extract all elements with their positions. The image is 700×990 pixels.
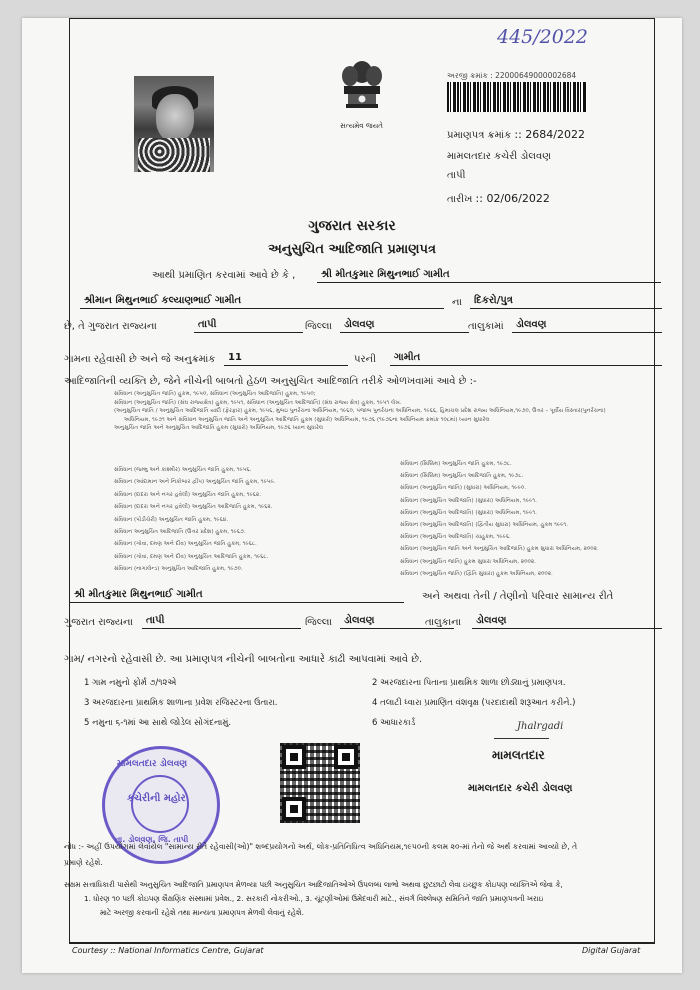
application-number: અરજી ક્રમાંક : 22000649000002684 [447,71,577,80]
emblem-motto: સત્યમેવ જયતે [340,122,383,130]
footer-brand: Digital Gujarat [582,946,641,955]
residence-district-value: ડોલવણ [340,614,454,629]
order-item: સંવિધાન (આંદામાન અને નિકોબાર દ્વીપ) અનુસુચિત જાતિ હુકમ, ૧૯૫૯. [114,479,276,486]
order-item: સંવિધાન (દાદરા અને નગર હવેલી) અનુસુચિત આદિજાતિ હુકમ, ૧૯૬૨. [114,504,273,511]
residence-taluka-value: ડોલવણ [472,614,662,629]
signature-stroke [494,738,549,739]
residence-state-value: તાપી [142,614,301,629]
order-item: સંવિધાન અનુસુચિત આદિજાતિ (ઉત્તર પ્રદેશ) હુકમ, ૧૯૬૭. [114,529,246,536]
office-seal-stamp: મામલતદાર ડોલવણ કચેરીની મહોર તા. ડોલવણ, જિ. તાપી [102,746,220,864]
applicant-photo [134,76,214,172]
relation-value: દિકરો/પુત્ર [470,294,662,309]
order-item: સંવિધાન (દાદરા અને નગર હવેલી) અનુસુચિત જાતિ હુકમ, ૧૯૬૨. [114,491,261,498]
orders-right-column [400,458,599,580]
intro-text: આથી પ્રમાણિત કરવામાં આવે છે કે , [152,270,296,281]
acts-list [114,390,606,433]
order-item: સંવિધાન (સિક્કિમ) અનુસુચિત જાતિ હુકમ, ૧૯૭૮. [400,461,512,467]
document-item: 6 આધારકાર્ડ [372,718,416,728]
order-item: સંવિધાન (અનુસુચિત જાતિ) (સુધારા) અધિનિયમ, ૧૯૯૦. [400,485,527,492]
parent-name: શ્રીમાન મિથુનભાઈ કલ્યાણભાઈ ગામીત [80,294,444,309]
state-emblem-icon [332,58,392,126]
serial-suffix: પરની [354,354,376,365]
government-title: ગુજરાત સરકાર [308,218,396,234]
document-item: 1 ગામ નમુનો ફોર્મ ૭/૧૨એ [84,678,177,688]
residence-text: અને અથવા તેની / તેણીનો પરિવાર સામાન્ય રીતે [422,591,614,602]
document-item: 5 નમુના ૬-૧માં આ સાથે જોડેલ સોગંદનામું. [84,718,232,728]
application-barcode [447,82,587,112]
serial-number: 11 [224,351,348,366]
order-item: સંવિધાન (પોંડીચેરી) અનુસુચિત જાતિ હુકમ, ૧૯૬૪. [114,516,229,523]
residence-state-label: ગુજરાત રાજ્યના [64,617,133,628]
order-item: સંવિધાન (અનુસુચિત આદિજાતિ) (સુધારા) અધિનિયમ, ૧૯૯૧. [400,509,537,516]
taluka-value: ડોલવણ [512,318,662,333]
usage-line-1: 1. ધોરણ ૧૦ પછી કોઇપણ શૈક્ષણિક સંસ્થામાં પ્રવેશ., 2. સરકારી નોકરીઓ., 3. ચૂંટણીઓમાં ઉમેદવારી માટે., સંવર્ગ વિશ્લેષણ સમિતિને જાતિ પ્રમાણપત્રની ખરાઇ [84,894,544,903]
footer-courtesy: Courtesy :: National Informatics Centre, Gujarat [72,946,264,955]
note-text: નોંધ :- અહીં ઉપયોગમાં લેવાયેલ "સામાન્ય રીતે રહેવાસી(ઓ)" શબ્દપ્રયોગનો અર્થ, લોક-પ્રતિનિધિત્વ અધિનિયમ,૧૯૫૦ની કલમ ૨૦-માં તેનો જે અર્થ કરવામાં આવ્યો છે, તે [64,842,578,851]
applicant-name: શ્રી મીતકુમાર મિથુનભાઈ ગામીત [317,268,661,283]
document-item: 4 તલાટી ધ્વારા પ્રમાણિત વંશવૃક્ષ (પરદાદાથી શરૂઆત કરીને.) [372,698,576,708]
issuing-office: મામલતદાર કચેરી ડોલવણ [447,151,551,162]
state-district-value: તાપી [194,318,303,333]
act-line: અધિનિયમ, ૧૯૭૧ અને સંવિધાન અનુસુચિત જાતિ અને અનુસુચિત આદિજાતિ હુકમ (સુધારો) અધિનિયમ, ૧૯૭૬ (૧૯૭૬ના અધિનિયમ ક્રમાંક ૧૦૮માં) ધ્યાન સુધારેલ [124,416,490,423]
act-line: (અનુસુચિત જાતિ / અનુસુચિત આદિજાતિ યાદી (ફેરફાર) હુકમ, ૧૯૫૬, મુંબઇ પુનર્રચના અધિનિયમ, ૧૯૬૦, પંજાબ પુનર્રચના અધિનિયમ, ૧૯૬૬, હિમાચલ પ્રદેશ રાજ્ય અધિનિયમ,૧૯૭૦, ઉત્તર – પૂર્વીય વિસ્તાર(પુનર્રચના) [114,408,606,415]
signature: Jhalrgadi [517,721,564,732]
tribe-name: ગામીત [390,351,662,366]
relation-prefix: ના [452,297,462,308]
signatory-office: મામલતદાર કચેરી ડોલવણ [468,783,573,794]
certificate-title: અનુસુચિત આદિજાતિ પ્રમાણપત્ર [268,242,436,257]
basis-text: ગામ/ નગરનો રહેવાસી છે. આ પ્રમાણપત્ર નીચેની બાબતોના આધારે કાઢી આપવામાં આવે છે. [64,654,423,665]
order-item: સંવિધાન (ગોવા, દમણ અને દીવ) અનુસુચિત જાતિ હુકમ, ૧૯૬૮. [114,541,257,548]
usage-text: સક્ષમ સત્તાધિકારી પાસેથી અનુસુચિત આદિજાતિ પ્રમાણપત્ર મેળવ્યા પછી અનુસુચિત આદિજાતિઓએ ઉપલબ્ધ લાભો અથવા છુટછાટો લેવા ઇચ્છુક કોઇપણ વ્યક્તિએ જેવા કે, [64,880,563,889]
signatory-title: મામલતદાર [492,748,545,762]
document-item: 2 અરજદારના પિતાના પ્રાથમિક શાળા છોડ્યાનું પ્રમાણપત્ર. [372,678,566,688]
district-value: ડોલવણ [340,318,469,333]
residence-district-label: જિલ્લા [305,617,332,628]
orders-left-column [114,464,276,576]
order-item: સંવિધાન (સિક્કિમ) અનુસુચિત આદિજાતિ હુકમ, ૧૯૭૮. [400,473,524,480]
issue-date: તારીખ :: 02/06/2022 [447,192,550,205]
act-line: અનુસુચિત જાતિ અને અનુસુચિત આદિજાતિ હુકમ (સુધારો) અધિનિયમ, ૧૯૭૬ ધ્યાન સુધારેલ [114,425,324,432]
handwritten-file-number: 445/2022 [497,26,589,48]
verification-qr-code [280,743,360,823]
document-item: 3 અરજદારના પ્રાથમિક શાળાના પ્રવેશ રજિસ્ટરના ઉતારા. [84,698,278,708]
residence-name: શ્રી મીતકુમાર મિથુનભાઈ ગામીત [70,588,404,603]
district-label: જિલ્લા [305,321,332,332]
order-item: સંવિધાન (અનુસુચિત જાતિ અને અનુસુચિત આદિજાતિ) હુકમ સુધારા અધિનિયમ, ૨૦૦૨. [400,546,599,553]
footer-divider [69,942,655,943]
order-item: સંવિધાન (અનુસુચિત આદિજાતિ) ચાહુકમ, ૧૯૯૬. [400,534,511,541]
order-item: સંવિધાન (અનુસુચિત આદિજાતિ) (સુધારા) અધિનિયમ, ૧૯૯૧. [400,497,537,504]
taluka-label: તાલુકામાં [468,321,504,332]
residence-taluka-label: તાલુકાના [425,617,462,628]
state-label: છે, તે ગુજરાત રાજ્યના [64,321,157,332]
certificate-number: પ્રમાણપત્ર ક્રમાંક :: 2684/2022 [447,128,585,141]
order-item: સંવિધાન (અનુસુચિત જાતિ) (દ્વિતિ સુધારા) હુકમ અધિનિયમ, ૨૦૦૨. [400,570,553,577]
note-text-continued: પ્રમાણે રહેશે. [64,858,103,867]
issuing-district: તાપી [447,170,466,181]
act-line: સંવિધાન (અનુસુચિત જાતિ) (સંઘ રાજ્યક્ષેત્ર) હુકમ, ૧૯૫૧, સંવિધાન (અનુસુચિત આદિજાતિ) (સંઘ રાજ્ય ક્ષેત્ર) હુકમ, ૧૯૫૧ લેખ. [114,399,402,406]
usage-line-2: માટે અરજી કરવાની રહેશે તથા માન્યતા પ્રમાણપત્ર મેળવી લેવાનું રહેશે. [100,908,304,917]
order-item: સંવિધાન (જમ્મુ અને કાશ્મીર) અનુસુચિત જાતિ હુકમ, ૧૯૫૬. [114,467,252,473]
order-item: સંવિધાન (અનુસુચિત આદિજાતિ) (દ્વિતીય સુધારા) અધિનિયમ, હુકમ ૧૯૯૧. [400,522,569,529]
order-item: સંવિધાન (નાગાલેન્ડ) અનુસુચિત આદિજાતિ હુકમ, ૧૯૭૦. [114,566,243,573]
order-item: સંવિધાન (ગોવા, દમણ અને દીવ) અનુસુચિત આદિજાતિ હુકમ, ૧૯૬૮. [114,553,269,560]
tribe-statement: આદિજાતિની વ્યક્તિ છે, જેને નીચેની બાબતો હેઠળ અનુસુચિત આદિજાતિ તરીકે ઓળખવામાં આવે છે :- [64,376,477,387]
certificate-sheet [22,18,682,973]
village-label: ગામના રહેવાસી છે અને જે અનુક્રમાંક [64,354,216,365]
act-line: સંવિધાન (અનુસુચિત જાતિ) હુકમ, ૧૯૫૦, સંવિધાન (અનુસુચિત આદિજાતિ) હુકમ, ૧૯૫૦; [114,391,316,397]
order-item: સંવિધાન (અનુસુચિત જાતિ) હુકમ સુધારા અધિનિયમ, ૨૦૦૨. [400,558,536,565]
